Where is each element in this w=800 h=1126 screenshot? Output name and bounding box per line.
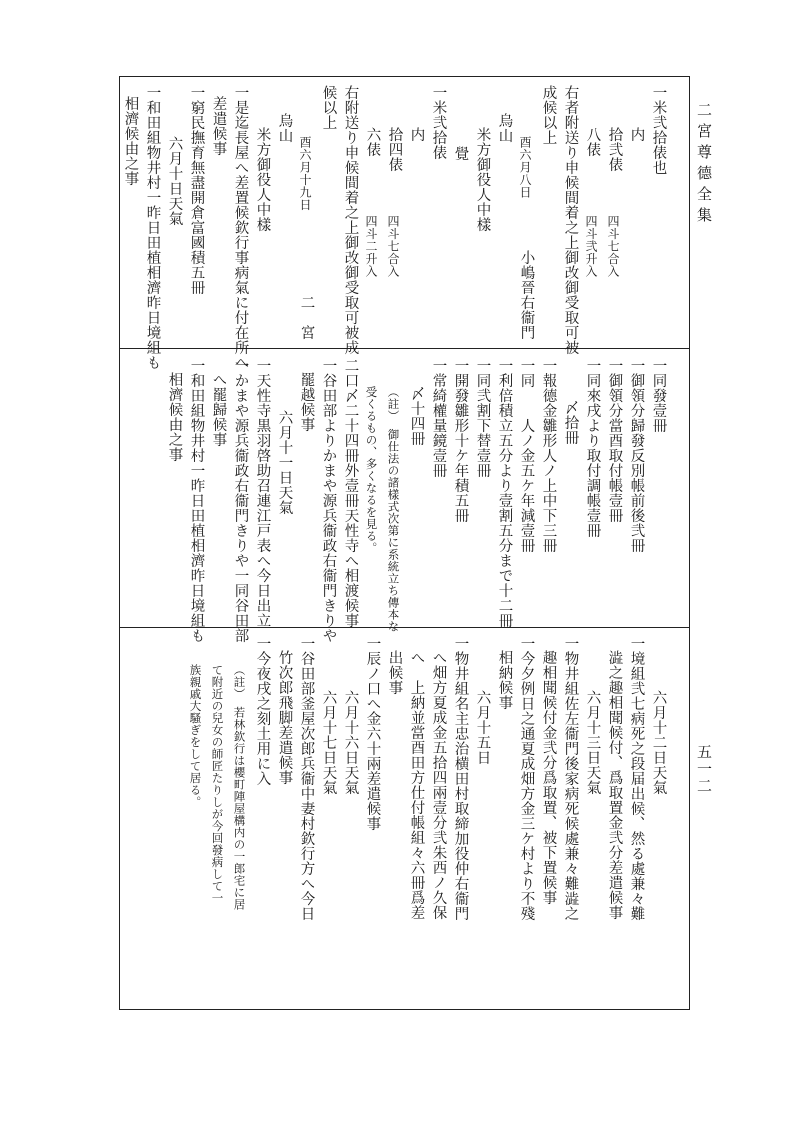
text-column: 烏山 xyxy=(276,113,293,143)
text-column: 一和田組物井村一昨日田植相濟昨日境組も xyxy=(144,85,161,370)
text-column: 酉六月十九日 xyxy=(298,136,312,211)
text-column: 一今夜戌之刻土用に入 xyxy=(254,636,271,786)
text-column: 四斗七合入 xyxy=(386,215,400,278)
text-column: 族親戚大騷ぎをして居る。 xyxy=(188,664,203,808)
text-column: 右者附送り申候間着之上御改御受取可被 xyxy=(562,85,579,355)
text-column: 一是迄長屋へ差置候欽行事病氣に付在所へ xyxy=(232,85,249,370)
text-column: 四斗二升入 xyxy=(364,215,378,278)
text-column: 一かまや源兵衞政右衞門きりや一同谷田部 xyxy=(232,358,249,643)
section-divider-bottom xyxy=(120,627,689,628)
text-column: 相納候事 xyxy=(496,650,513,710)
text-column: 澁之趣相聞候付、爲取置金弐分差遣候事 xyxy=(606,650,623,920)
text-column: 一同發壹冊 xyxy=(650,358,667,433)
text-column: 拾四俵 xyxy=(386,127,403,172)
text-column: 二口〆二十四冊外壹冊天性寺へ相渡候事 xyxy=(342,358,359,628)
text-column: 六月十五日 xyxy=(474,690,491,765)
text-column: へ畑方夏成金五拾四兩壹分弐朱西ノ久保 xyxy=(430,650,447,920)
text-column: 成候以上 xyxy=(540,85,557,145)
text-column: 小嶋晉右衞門 xyxy=(518,250,535,340)
text-column: 差遣候事 xyxy=(210,96,227,156)
text-column: 竹次郎飛脚差遣候事 xyxy=(276,650,293,785)
text-column: 四斗弐升入 xyxy=(584,215,598,278)
text-column: 内 xyxy=(408,127,425,142)
text-column: て附近の兒女の師匠たりしが今回發病して一 xyxy=(210,664,225,904)
text-column: 六月十日天氣 xyxy=(166,136,183,226)
text-column: 八俵 xyxy=(584,127,601,157)
text-column: へ罷歸候事 xyxy=(210,372,227,447)
text-column: 一天性寺黒羽啓助召連江戸表へ今日出立 xyxy=(254,358,271,628)
text-column: 内 xyxy=(628,127,645,142)
text-column: 一同弐割下替壹冊 xyxy=(474,358,491,478)
text-column: 一和田組物井村一昨日田植相濟昨日境組も xyxy=(188,358,205,643)
text-column: 覺 xyxy=(452,146,469,161)
text-column: 六俵 xyxy=(364,127,381,157)
text-column: 一報德金雛形人ノ上中下三冊 xyxy=(540,358,557,553)
text-column: 米方御役人中樣 xyxy=(254,127,271,232)
text-column: 相濟候由之事 xyxy=(166,372,183,462)
text-column: 〆拾冊 xyxy=(562,400,579,445)
text-column: 一開發雛形十ケ年積五冊 xyxy=(452,358,469,523)
text-column: 拾弐俵 xyxy=(606,127,623,172)
text-column: （註） 御仕法の諸樣式次第に系統立ち傳本な xyxy=(386,386,401,633)
text-column: 酉六月八日 xyxy=(518,136,532,199)
text-column: 一辰ノ口へ金六十兩差遣候事 xyxy=(364,636,381,831)
text-column: 六月十二日天氣 xyxy=(650,690,667,795)
text-column: 趣相聞候付金弐分爲取置、被下置候事 xyxy=(540,650,557,905)
section-divider-top xyxy=(120,348,689,349)
text-column: 烏山 xyxy=(496,113,513,143)
text-column: 一窮民撫育無盡開倉富國積五冊 xyxy=(188,85,205,295)
header-page-number: 五一二 xyxy=(695,744,713,795)
text-column: 一境組弐七病死之段届出候、然る處兼々難 xyxy=(628,636,645,921)
text-column: 六月十七日天氣 xyxy=(320,690,337,795)
text-column: 候以上 xyxy=(320,85,337,130)
text-column: 一米弐拾俵 xyxy=(430,85,447,160)
text-column: 六月十三日天氣 xyxy=(584,690,601,795)
text-column: 〆十四冊 xyxy=(408,386,425,446)
text-column: 一谷田部釜屋次郎兵衞中妻村欽行方へ今日 xyxy=(298,636,315,921)
text-column: 一同來戌より取付調帳壹冊 xyxy=(584,358,601,538)
text-column: 米方御役人中樣 xyxy=(474,127,491,232)
text-column: 相濟候由之事 xyxy=(122,96,139,186)
text-column: 六月十一日天氣 xyxy=(276,410,293,515)
text-column: 一御領分當酉取付帳壹冊 xyxy=(606,358,623,523)
text-column: 一同 人ノ金五ケ年減壹冊 xyxy=(518,358,535,553)
text-column: 一谷田部よりかまや源兵衞政右衞門きりや xyxy=(320,358,337,643)
text-column: 一常綺權量鏡壹冊 xyxy=(430,358,447,478)
text-column: 一御領分歸發反別帳前後弐冊 xyxy=(628,358,645,553)
text-column: 一米弐拾俵也 xyxy=(650,85,667,175)
text-column: 一物井組佐左衞門後家病死候處兼々難澁之 xyxy=(562,636,579,921)
text-column: 二 宮 xyxy=(298,295,315,340)
text-column: へ 上納並當酉田方仕付帳組々六冊爲差 xyxy=(408,650,425,920)
text-column: 一今夕例日之通夏成畑方金三ケ村より不殘 xyxy=(518,636,535,921)
header-book-title: 二宮尊德全集 xyxy=(695,102,713,228)
text-column: （註） 若林欽行は櫻町陣屋構内の一郎宅に居 xyxy=(232,664,247,911)
text-column: 罷越候事 xyxy=(298,372,315,432)
text-column: 一利倍積立五分より壹割五分まで十二冊 xyxy=(496,358,513,628)
text-column: 四斗七合入 xyxy=(606,215,620,278)
text-column: 受くるもの、多くなるを見る。 xyxy=(364,386,379,554)
text-column: 出候事 xyxy=(386,650,403,695)
text-column: 六月十六日天氣 xyxy=(342,690,359,795)
text-column: 一物井組名主忠治横田村取締加役仲右衞門 xyxy=(452,636,469,921)
text-column: 右附送り申候間着之上御改御受取可被成 xyxy=(342,85,359,355)
